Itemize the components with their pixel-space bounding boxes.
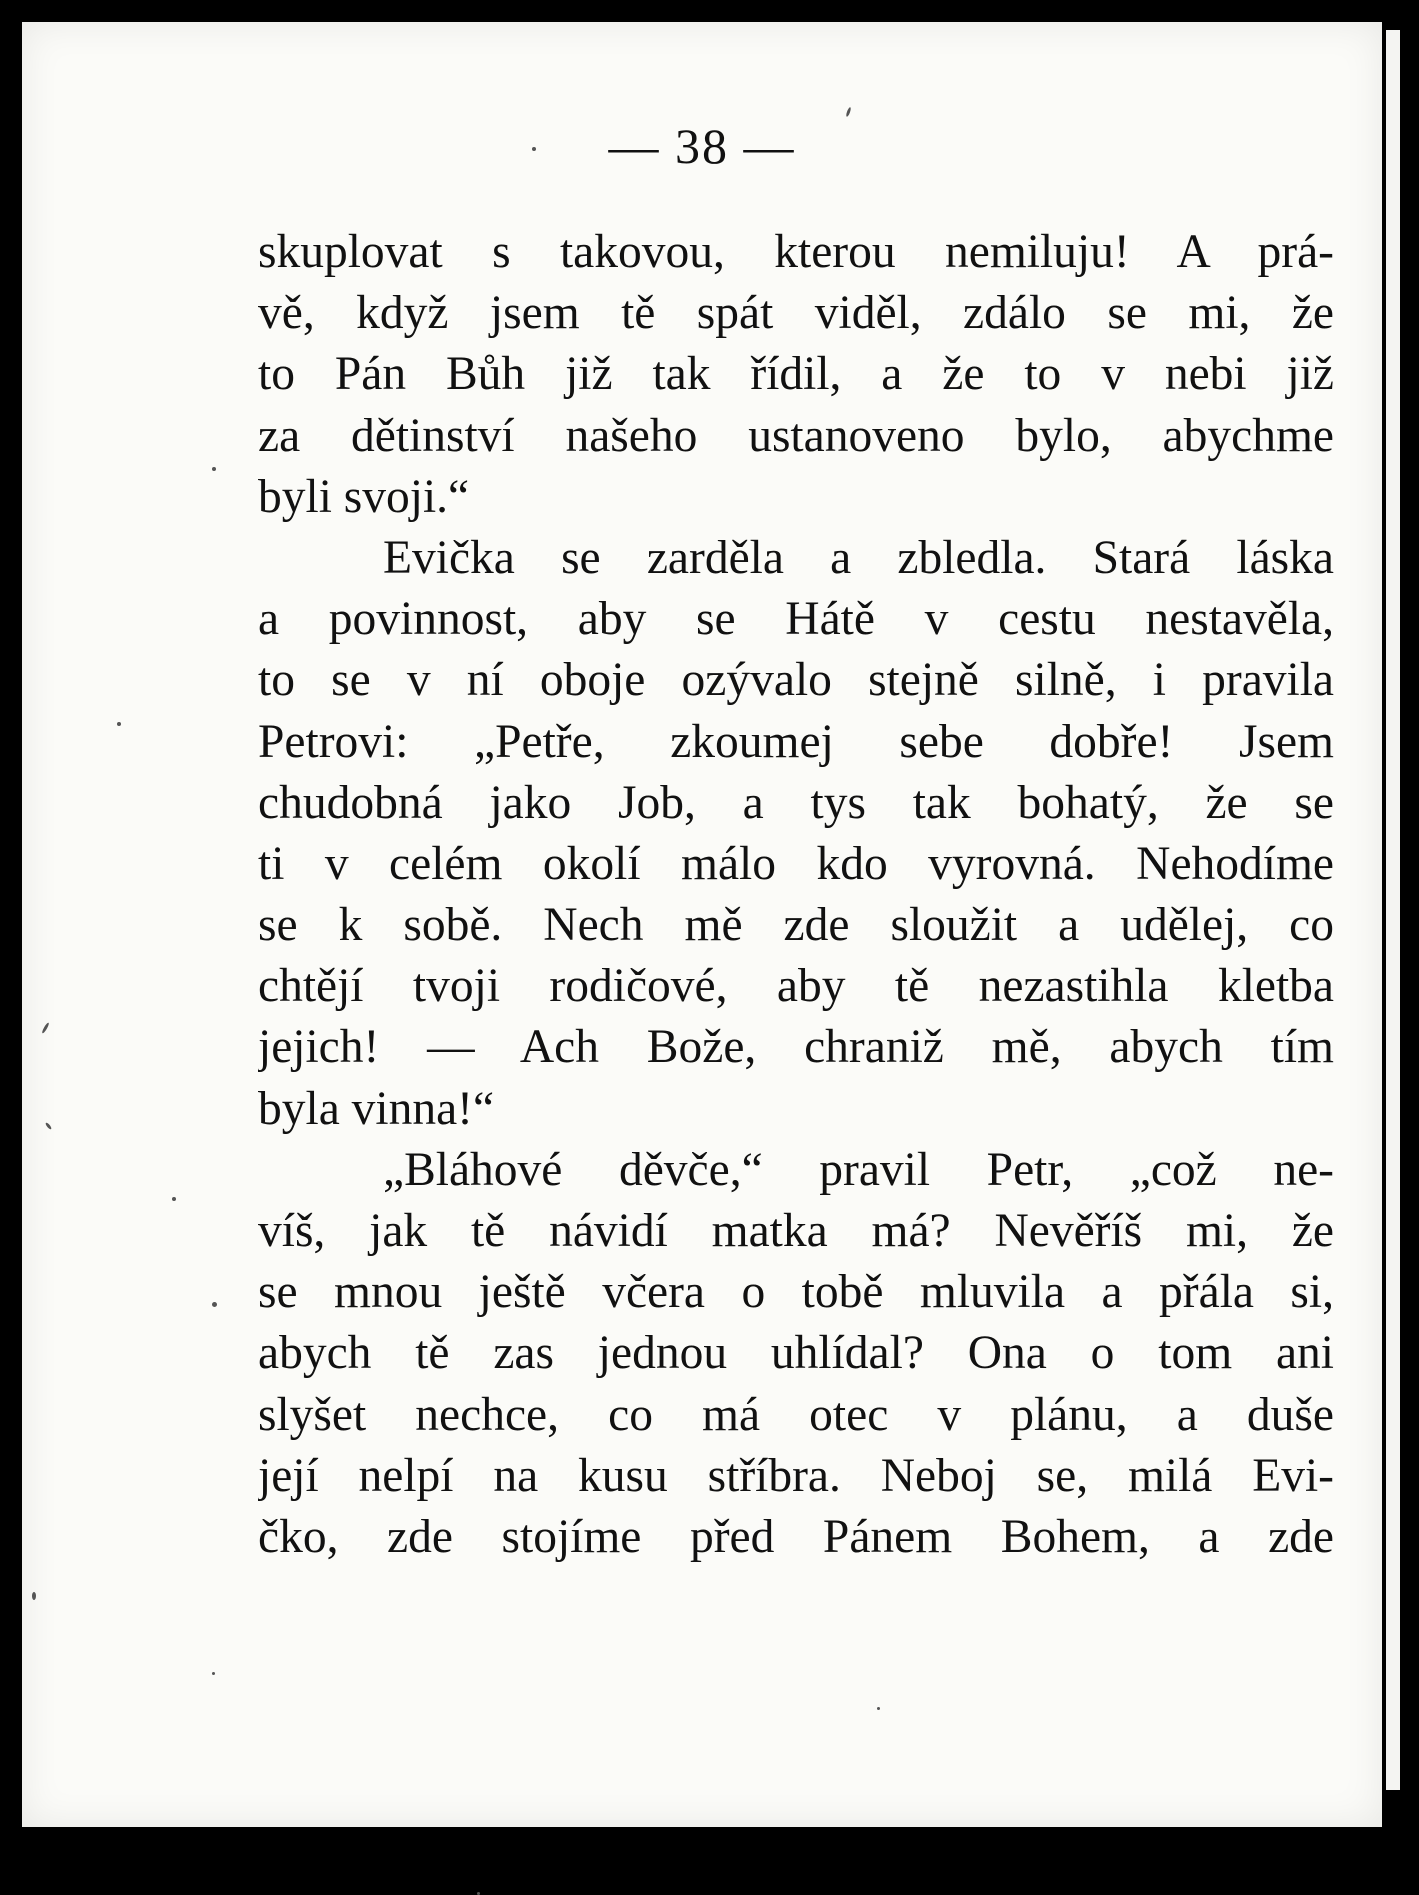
- text-line: se mnou ještě včera o tobě mluvila a přála si,: [258, 1266, 1334, 1319]
- page-number: — 38 —: [608, 118, 796, 174]
- text-line: chudobná jako Job, a tys tak bohatý, že se: [258, 776, 1334, 829]
- scan-edge: [1382, 0, 1419, 1827]
- text-line: chtějí tvoji rodičové, aby tě nezastihla kletba: [258, 960, 1334, 1013]
- text-line: byla vinna!“: [258, 1082, 495, 1135]
- text-line: jejich! — Ach Bože, chraniž mě, abych tím: [258, 1021, 1334, 1074]
- body-text: [258, 222, 1334, 1568]
- scan-speck: [212, 1302, 217, 1307]
- scan-speck: [532, 147, 536, 151]
- text-line: to se v ní oboje ozývalo stejně silně, i pravila: [258, 654, 1334, 707]
- book-page: [22, 22, 1382, 1827]
- text-line: to Pán Bůh již tak řídil, a že to v nebi již: [258, 348, 1334, 401]
- text-line: skuplovat s takovou, kterou nemiluju! A prá-: [258, 226, 1334, 278]
- text-line: „Bláhové děvče,“ pravil Petr, „což ne-: [383, 1143, 1334, 1196]
- scan-speck: [45, 1122, 52, 1130]
- text-line: a povinnost, aby se Hátě v cestu nestavěla,: [258, 593, 1334, 646]
- text-line: abych tě zas jednou uhlídal? Ona o tom ani: [258, 1327, 1334, 1380]
- text-line: byli svoji.“: [258, 470, 470, 523]
- text-line: se k sobě. Nech mě zde sloužit a udělej, co: [258, 899, 1334, 952]
- text-line: za dětinství našeho ustanoveno bylo, abychme: [258, 409, 1334, 462]
- scan-speck: [32, 1592, 36, 1600]
- scan-speck: [877, 1707, 880, 1710]
- text-line: čko, zde stojíme před Pánem Bohem, a zde: [258, 1510, 1334, 1563]
- text-line: její nelpí na kusu stříbra. Neboj se, milá Evi-: [258, 1449, 1334, 1502]
- scan-speck: [41, 1022, 50, 1034]
- scan-edge-strip: [1386, 30, 1400, 1790]
- text-line: Evička se zarděla a zbledla. Stará láska: [383, 531, 1334, 584]
- scan-speck: [172, 1197, 176, 1201]
- text-line: vě, když jsem tě spát viděl, zdálo se mi, že: [258, 287, 1334, 340]
- text-line: víš, jak tě návidí matka má? Nevěříš mi, že: [258, 1205, 1334, 1257]
- scan-speck: [845, 107, 851, 117]
- text-line: ti v celém okolí málo kdo vyrovná. Nehodíme: [258, 837, 1334, 890]
- text-line: slyšet nechce, co má otec v plánu, a duše: [258, 1388, 1334, 1441]
- scan-speck: [212, 467, 216, 471]
- text-line: Petrovi: „Petře, zkoumej sebe dobře! Jsem: [258, 715, 1334, 768]
- scan-speck: [117, 722, 121, 726]
- scan-speck: [212, 1672, 215, 1675]
